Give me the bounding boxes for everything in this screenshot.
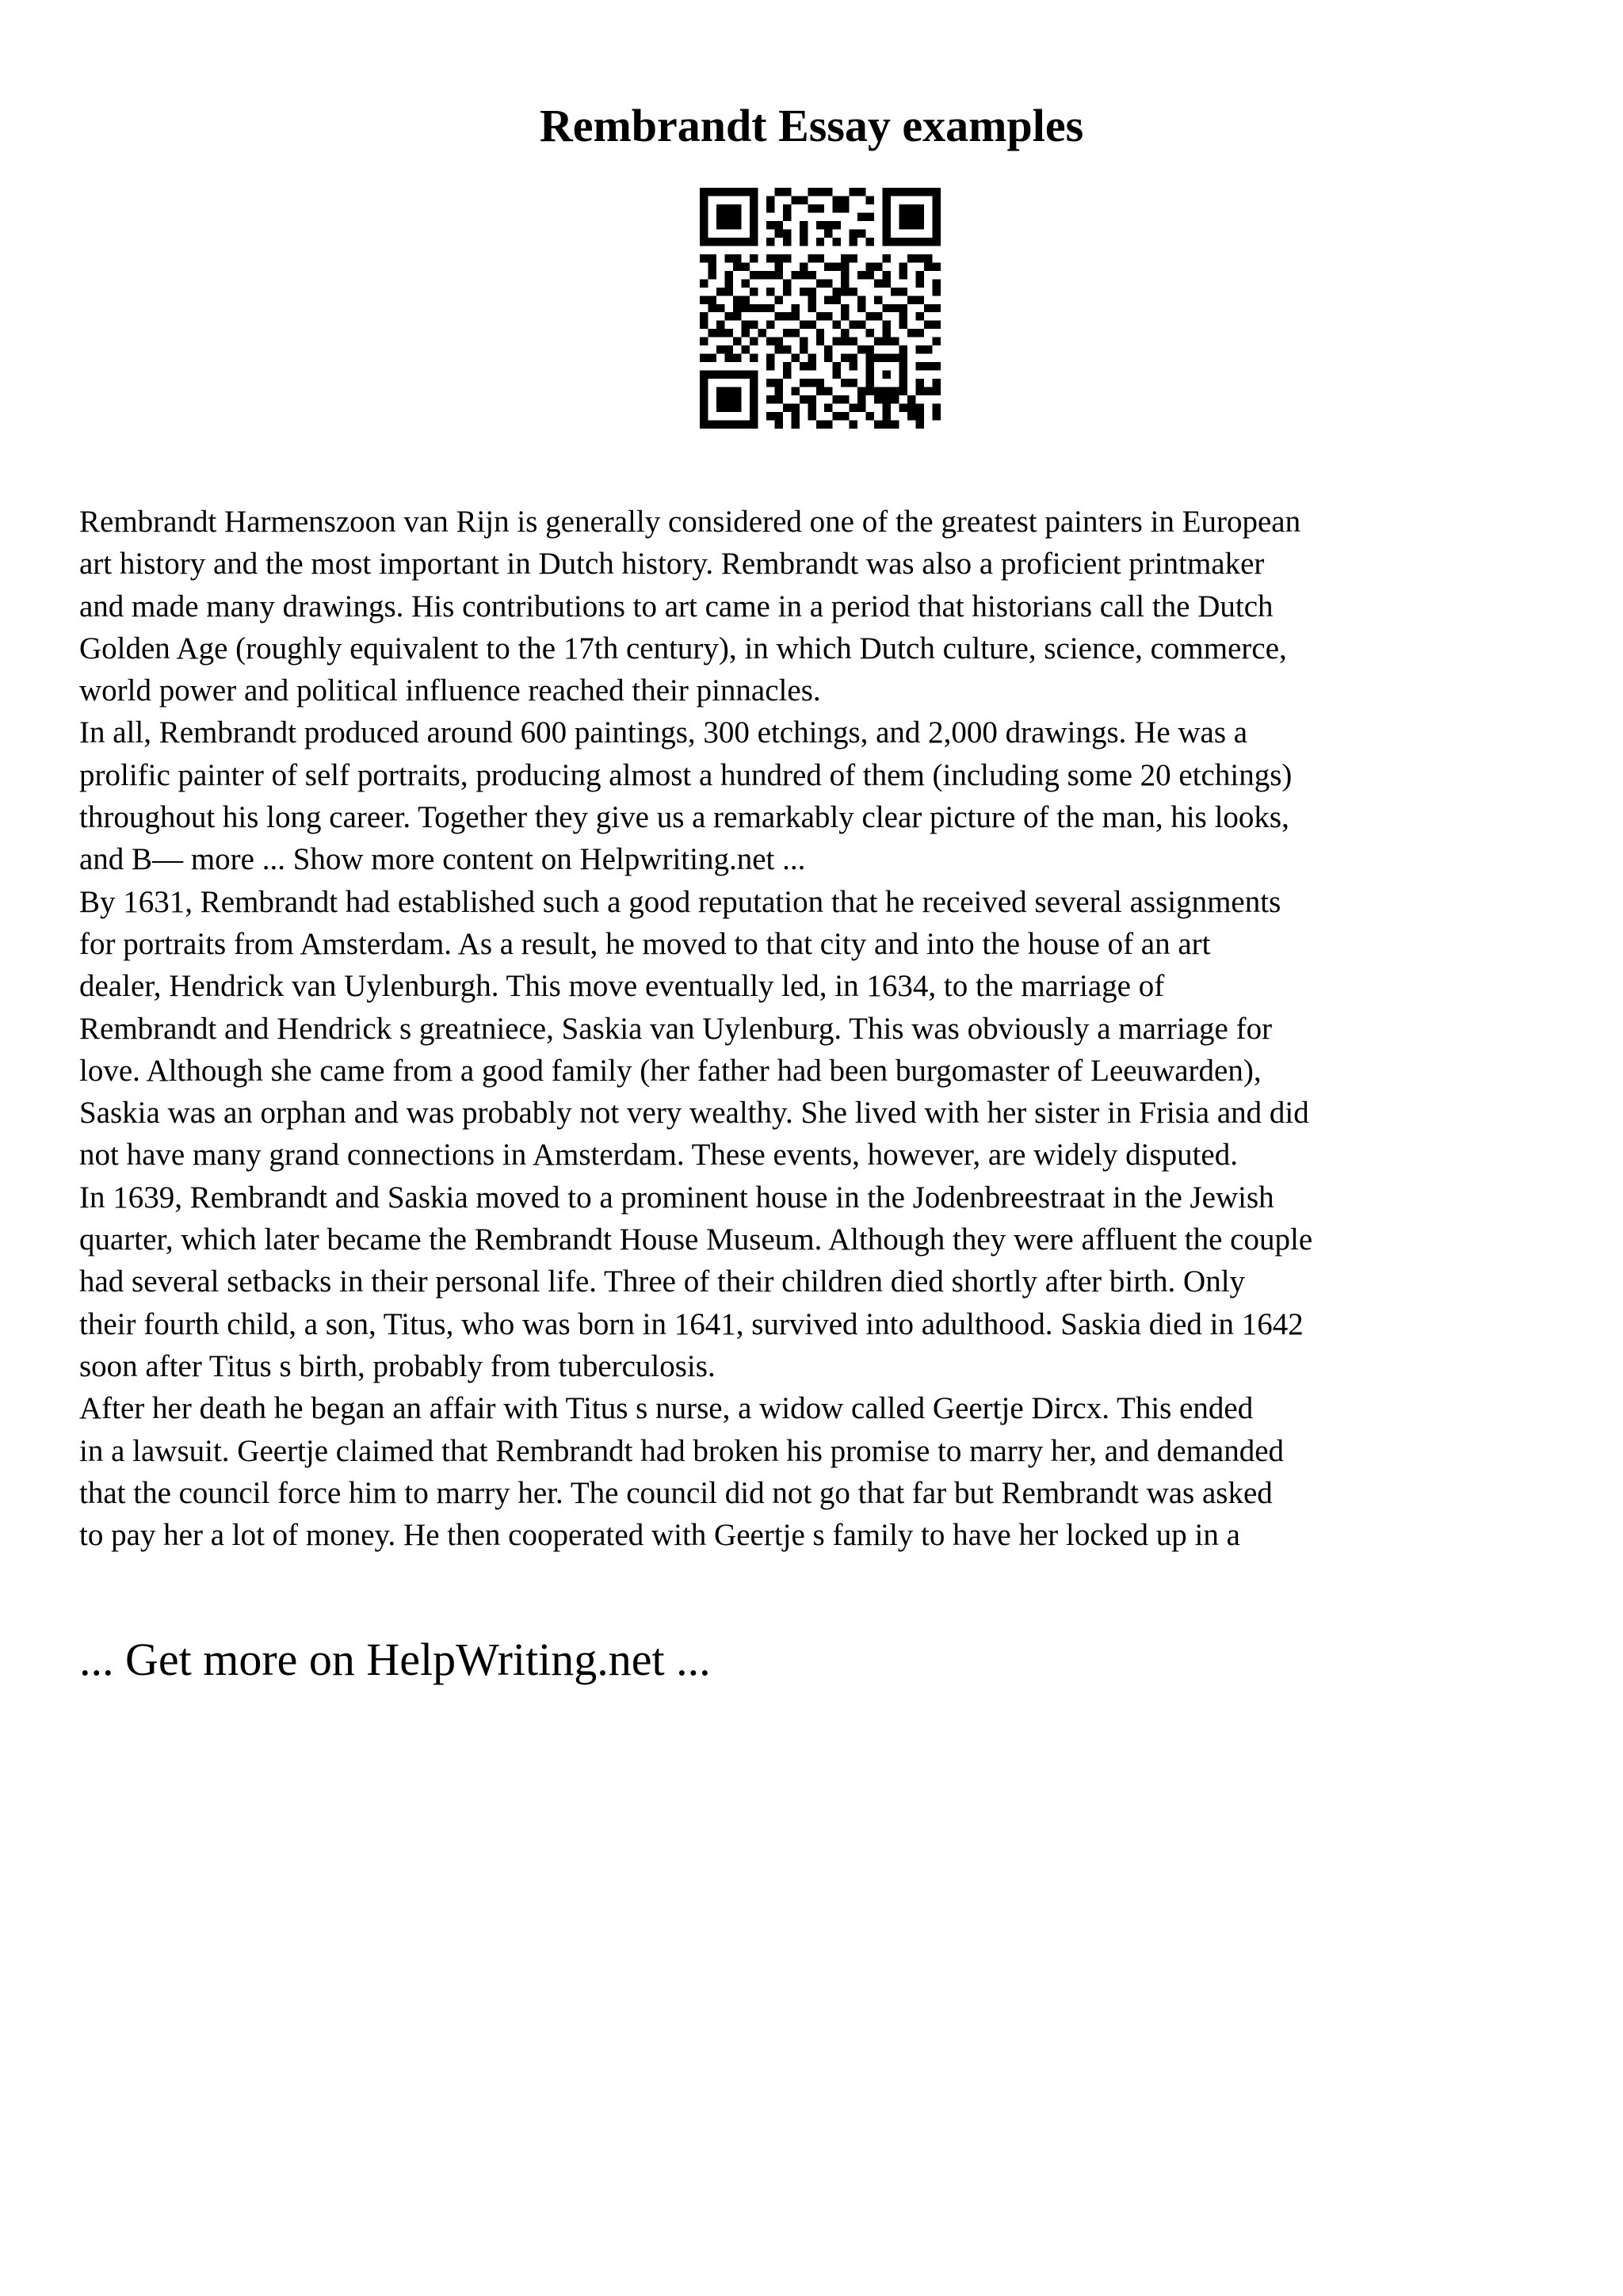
text-line: quarter, which later became the Rembrandt House Museum. Although they were affluent the couple (79, 1222, 1313, 1257)
text-line: In all, Rembrandt produced around 600 paintings, 300 etchings, and 2,000 drawings. He was a (79, 715, 1248, 750)
text-line: In 1639, Rembrandt and Saskia moved to a prominent house in the Jodenbreestraat in the Jewish (79, 1180, 1274, 1215)
text-line: prolific painter of self portraits, producing almost a hundred of them (including some 20 etchings) (79, 757, 1293, 792)
text-line: soon after Titus s birth, probably from tuberculosis. (79, 1348, 716, 1383)
essay-body (79, 501, 1569, 1556)
show-more-line[interactable]: and B— more ... Show more content on Helpwriting.net ... (79, 842, 806, 877)
text-line: art history and the most important in Dutch history. Rembrandt was also a proficient printmaker (79, 547, 1265, 582)
text-line: not have many grand connections in Amsterdam. These events, however, are widely disputed. (79, 1138, 1238, 1173)
text-line: dealer, Hendrick van Uylenburgh. This move eventually led, in 1634, to the marriage of (79, 969, 1165, 1004)
qr-code-icon (700, 188, 941, 429)
text-line: for portraits from Amsterdam. As a result, he moved to that city and into the house of an art (79, 926, 1211, 961)
text-line: world power and political influence reached their pinnacles. (79, 673, 821, 708)
get-more-link[interactable]: ... Get more on HelpWriting.net ... (79, 1634, 711, 1685)
text-line: Rembrandt and Hendrick s greatniece, Saskia van Uylenburg. This was obviously a marriage for (79, 1011, 1273, 1046)
text-line: love. Although she came from a good family (her father had been burgomaster of Leeuwarden), (79, 1053, 1262, 1088)
text-line: Saskia was an orphan and was probably not very wealthy. She lived with her sister in Frisia and did (79, 1096, 1309, 1131)
page-title: Rembrandt Essay examples (539, 100, 1084, 151)
text-line: After her death he began an affair with Titus s nurse, a widow called Geertje Dircx. This ended (79, 1391, 1254, 1426)
text-line: to pay her a lot of money. He then cooperated with Geertje s family to have her locked up in a (79, 1518, 1240, 1553)
text-line: had several setbacks in their personal life. Three of their children died shortly after birth. Only (79, 1264, 1246, 1299)
text-line: and made many drawings. His contributions to art came in a period that historians call the Dutch (79, 589, 1274, 624)
text-line: Golden Age (roughly equivalent to the 17th century), in which Dutch culture, science, commerce, (79, 631, 1287, 666)
text-line: in a lawsuit. Geertje claimed that Rembrandt had broken his promise to marry her, and demanded (79, 1433, 1285, 1468)
text-line: throughout his long career. Together they give us a remarkably clear picture of the man, his looks, (79, 800, 1289, 835)
text-line: their fourth child, a son, Titus, who was born in 1641, survived into adulthood. Saskia died in 1642 (79, 1306, 1304, 1341)
text-line: By 1631, Rembrandt had established such a good reputation that he received several assignments (79, 884, 1281, 919)
text-line: that the council force him to marry her. The council did not go that far but Rembrandt was asked (79, 1475, 1273, 1510)
text-line: Rembrandt Harmenszoon van Rijn is generally considered one of the greatest painters in European (79, 505, 1301, 539)
